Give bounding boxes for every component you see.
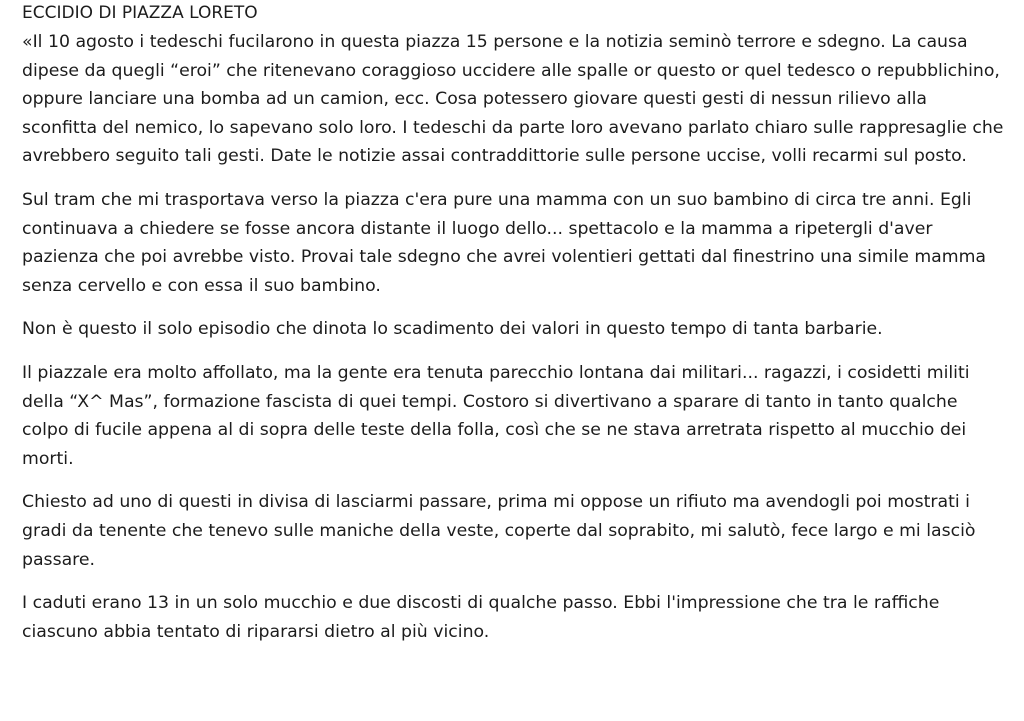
paragraph-6: I caduti erano 13 in un solo mucchio e due discosti di qualche passo. Ebbi l'impressione che tra le raffiche ciascuno abbia tentato di ripararsi dietro al più vicino. [22, 593, 940, 642]
paragraph-2: Sul tram che mi trasportava verso la piazza c'era pure una mamma con un suo bambino di circa tre anni. Egli continuava a chiedere se fosse ancora distante il luogo dello... spettacolo e la mamma a ripetergli d'aver pazienza che poi avrebbe visto. Provai tale sdegno che avrei volentieri gettati dal finestrino una simile mamma senza cervello e con essa il suo bambino. [22, 189, 987, 296]
document-title: ECCIDIO DI PIAZZA LORETO [22, 3, 258, 23]
paragraph-3: Non è questo il solo episodio che dinota lo scadimento dei valori in questo tempo di tanta barbarie. [22, 319, 883, 340]
paragraph-1: «Il 10 agosto i tedeschi fucilarono in questa piazza 15 persone e la notizia seminò terrore e sdegno. La causa dipese da quegli “eroi” che ritenevano coraggioso uccidere alle spalle or questo or quel tedesco o repubblichino, oppure lanciare una bomba ad un camion, ecc. Cosa potessero giovare questi gesti di nessun rilievo alla sconfitta del nemico, lo sapevano solo loro. I tedeschi da parte loro avevano parlato chiaro sulle rappresaglie che avrebbero seguito tali gesti. Date le notizie assai contraddittorie sulle persone uccise, volli recarmi sul posto. [22, 32, 1004, 167]
paragraph-5: Chiesto ad uno di questi in divisa di lasciarmi passare, prima mi oppose un rifiuto ma avendogli poi mostrati i gradi da tenente che tenevo sulle maniche della veste, coperte dal soprabito, mi salutò, fece largo e mi lasciò passare. [22, 492, 976, 570]
paragraph-4: Il piazzale era molto affollato, ma la gente era tenuta parecchio lontana dai militari... ragazzi, i cosidetti militi della “X^ Mas”, formazione fascista di quei tempi. Costoro si divertivano a sparare di tanto in tanto qualche colpo di fucile appena al di sopra delle teste della folla, così che se ne stava arretrata rispetto al mucchio dei morti. [22, 362, 970, 469]
